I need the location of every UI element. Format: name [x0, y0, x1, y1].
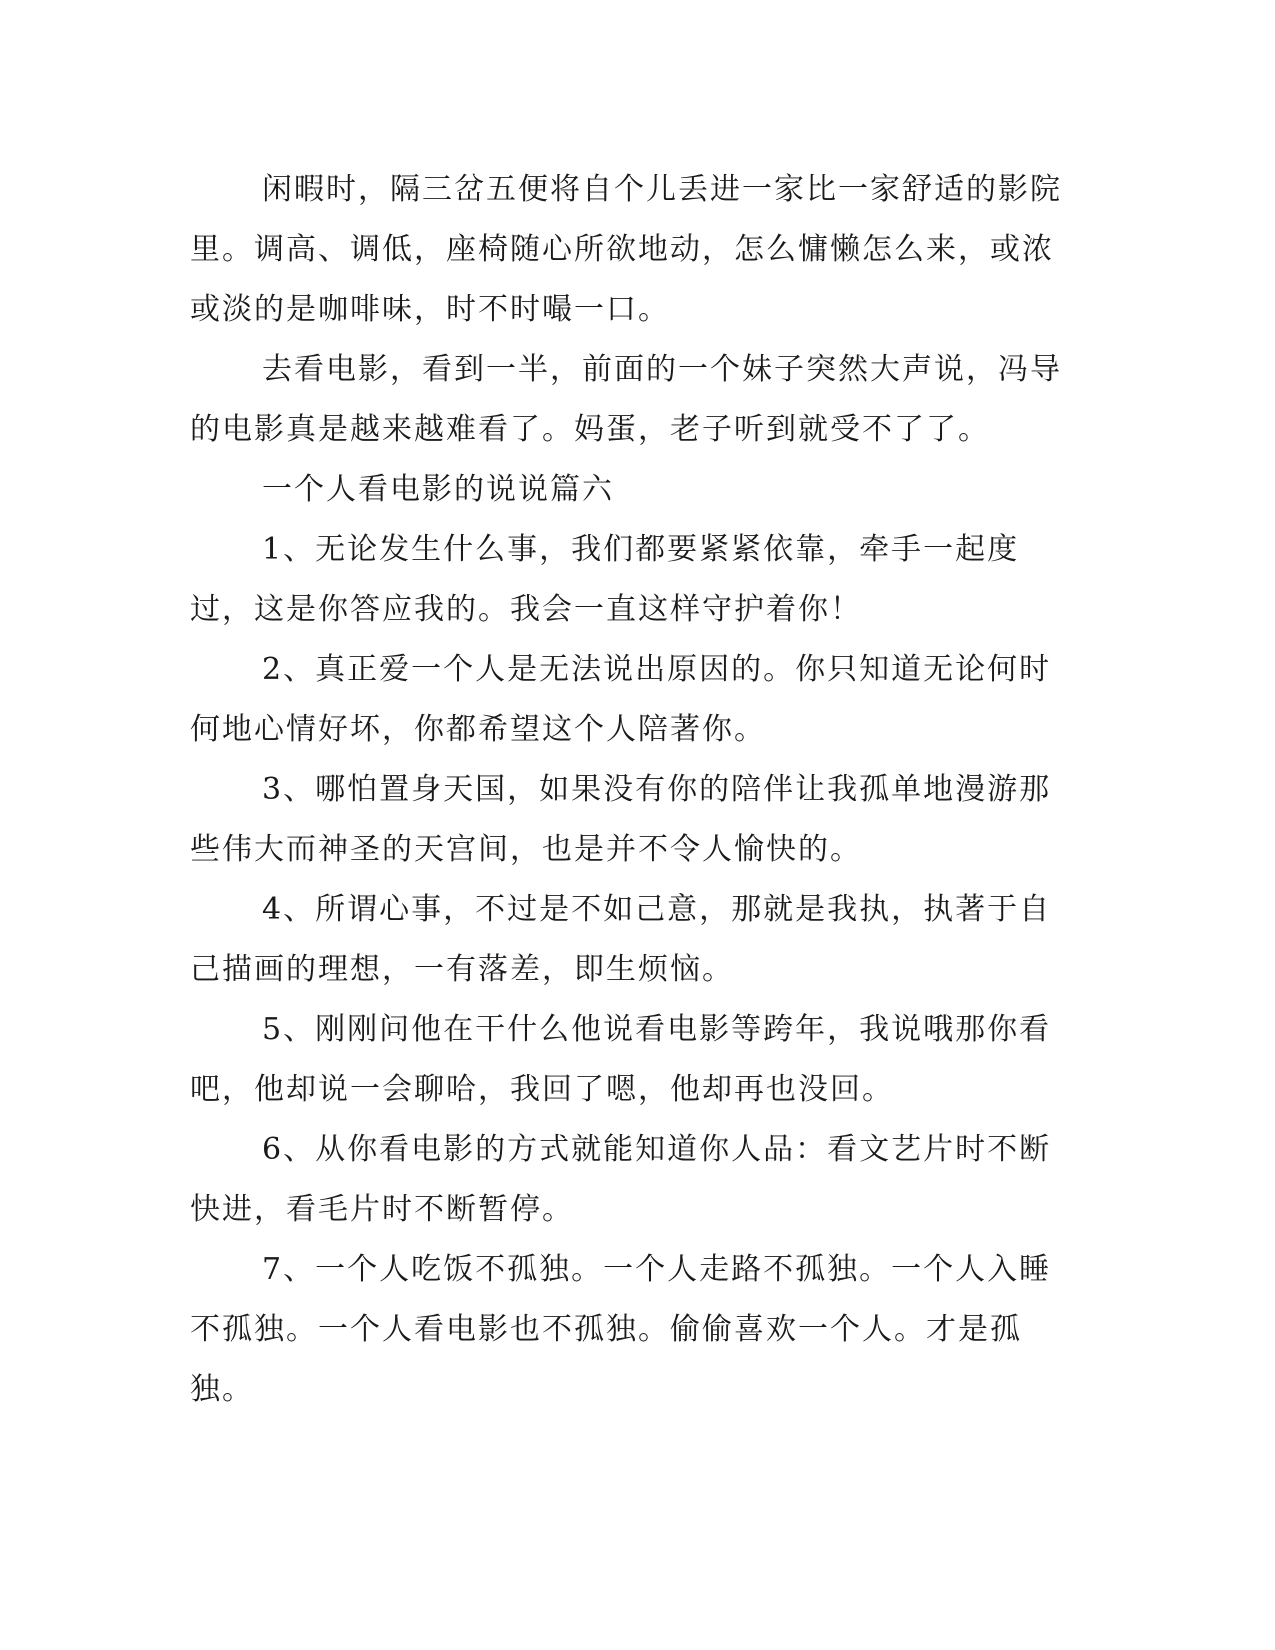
document-body: [190, 160, 1075, 1420]
paragraph-movie-complaint: 去看电影，看到一半，前面的一个妹子突然大声说，冯导的电影真是越来越难看了。妈蛋，老子听到就受不了了。: [190, 352, 1062, 447]
list-item-6: 6、从你看电影的方式就能知道你人品：看文艺片时不断快进，看毛片时不断暂停。: [190, 1132, 1052, 1227]
list-item-3: 3、哪怕置身天国，如果没有你的陪伴让我孤单地漫游那些伟大而神圣的天宫间，也是并不令人愉快的。: [190, 772, 1052, 867]
paragraph-intro-cinema: 闲暇时，隔三岔五便将自个儿丢进一家比一家舒适的影院里。调高、调低，座椅随心所欲地动，怎么慵懒怎么来，或浓或淡的是咖啡味，时不时嘬一口。: [190, 172, 1062, 327]
list-item-5: 5、刚刚问他在干什么他说看电影等跨年，我说哦那你看吧，他却说一会聊哈，我回了嗯，他却再也没回。: [190, 1012, 1052, 1107]
list-item-4: 4、所谓心事，不过是不如己意，那就是我执，执著于自己描画的理想，一有落差，即生烦恼。: [190, 892, 1052, 987]
list-item-2: 2、真正爱一个人是无法说出原因的。你只知道无论何时何地心情好坏，你都希望这个人陪著你。: [190, 652, 1052, 747]
list-item-1: 1、无论发生什么事，我们都要紧紧依靠，牵手一起度过，这是你答应我的。我会一直这样守护着你！: [190, 532, 1020, 627]
list-item-7: 7、一个人吃饭不孤独。一个人走路不孤独。一个人入睡不孤独。一个人看电影也不孤独。偷偷喜欢一个人。才是孤独。: [190, 1252, 1052, 1407]
section-heading: 一个人看电影的说说篇六: [262, 472, 614, 507]
